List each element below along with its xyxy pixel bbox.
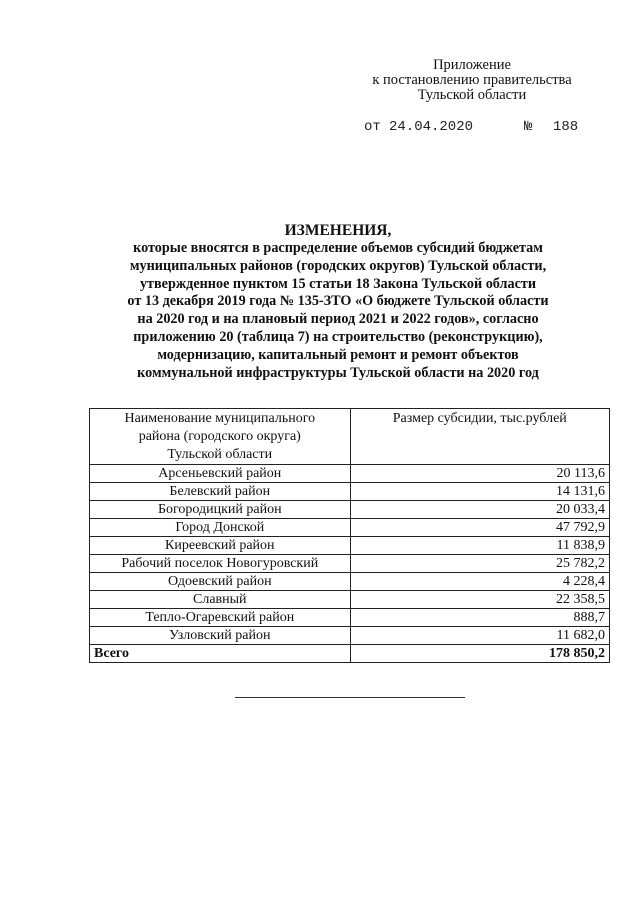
municipality-name: Узловский район	[90, 627, 351, 645]
table-row	[90, 501, 610, 519]
number-label: №	[524, 119, 533, 135]
title-line: на 2020 год и на плановый период 2021 и 2022 годов», согласно	[137, 311, 539, 328]
total-row	[90, 645, 610, 663]
appendix-line-3: Тульской области	[417, 87, 527, 103]
table-row	[90, 609, 610, 627]
municipality-name: Арсеньевский район	[90, 465, 351, 483]
signature-divider	[235, 697, 465, 698]
subsidy-amount: 4 228,4	[350, 573, 609, 591]
table-header-row	[90, 409, 610, 465]
municipality-name: Богородицкий район	[90, 501, 351, 519]
subsidy-amount: 11 682,0	[350, 627, 609, 645]
total-amount: 178 850,2	[350, 645, 609, 663]
table-row	[90, 519, 610, 537]
municipality-name: Одоевский район	[90, 573, 351, 591]
header-municipality-line: Наименование муниципального	[124, 411, 316, 426]
appendix-header	[352, 58, 592, 103]
table-row	[90, 555, 610, 573]
table-row	[90, 537, 610, 555]
header-municipality-line: Тульской области	[167, 447, 273, 462]
title-line: утвержденное пунктом 15 статьи 18 Закона Тульской области	[139, 275, 537, 292]
title-line: коммунальной инфраструктуры Тульской области на 2020 год	[137, 364, 539, 381]
table-row	[90, 627, 610, 645]
header-municipality-line: района (городского округа)	[138, 429, 301, 444]
municipality-name: Город Донской	[90, 519, 351, 537]
title-line: которые вносятся в распределение объемов субсидий бюджетам	[133, 240, 543, 256]
total-label: Всего	[90, 645, 351, 663]
municipality-name: Белевский район	[90, 483, 351, 501]
header-subsidy-amount: Размер субсидии, тыс.рублей	[350, 409, 609, 465]
municipality-name: Славный	[90, 591, 351, 609]
table-row	[90, 573, 610, 591]
table-row	[90, 591, 610, 609]
subsidy-amount: 20 033,4	[350, 501, 609, 519]
table-row	[90, 465, 610, 483]
title-line: приложению 20 (таблица 7) на строительство (реконструкцию),	[133, 328, 543, 345]
subsidy-table	[89, 408, 610, 663]
header-municipality	[90, 409, 351, 465]
appendix-line-1: Приложение	[433, 57, 511, 73]
title-line: модернизацию, капитальный ремонт и ремонт объектов	[157, 346, 519, 363]
from-label: от	[364, 119, 381, 135]
subsidy-amount: 22 358,5	[350, 591, 609, 609]
appendix-line-2: к постановлению правительства	[372, 72, 572, 88]
subsidy-amount: 14 131,6	[350, 483, 609, 501]
title-line: муниципальных районов (городских округов) Тульской области,	[129, 257, 547, 274]
table-row	[90, 483, 610, 501]
subsidy-amount: 20 113,6	[350, 465, 609, 483]
subsidy-amount: 11 838,9	[350, 537, 609, 555]
document-number: 188	[553, 119, 579, 135]
subsidy-amount: 47 792,9	[350, 519, 609, 537]
municipality-name: Киреевский район	[90, 537, 351, 555]
document-title	[92, 222, 584, 382]
subsidy-amount: 25 782,2	[350, 555, 609, 573]
title-heading: ИЗМЕНЕНИЯ,	[284, 222, 392, 239]
title-line: от 13 декабря 2019 года № 135-ЗТО «О бюджете Тульской области	[127, 293, 549, 310]
document-date: 24.04.2020	[389, 119, 474, 135]
municipality-name: Тепло-Огаревский район	[90, 609, 351, 627]
subsidy-amount: 888,7	[350, 609, 609, 627]
municipality-name: Рабочий поселок Новогуровский	[90, 555, 351, 573]
